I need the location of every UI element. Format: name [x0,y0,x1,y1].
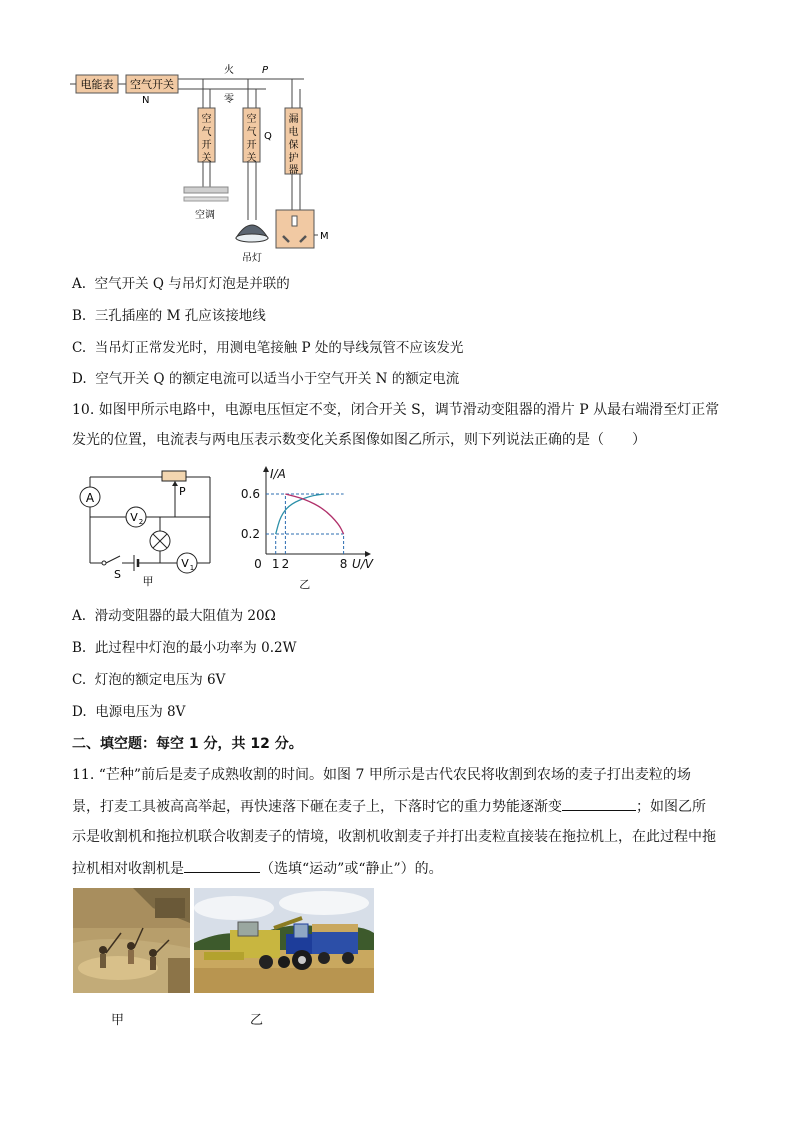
chart-caption: 乙 [299,578,311,591]
q10-line-1: 10. 如图甲所示电路中，电源电压恒定不变，闭合开关 S，调节滑动变阻器的滑片 P 从最右端滑至灯正常 [72,402,720,418]
x-tick-label: 8 [339,557,348,571]
svg-text:关: 关 [246,153,257,164]
q11-line-1: 11. “芒种”前后是麦子成熟收割的时间。如图 7 甲所示是古代农民将收割到农场的麦子打出麦粒的场 [72,767,691,783]
svg-text:空: 空 [246,114,257,125]
label-q: Q [264,131,272,142]
y-tick-label: 0.2 [240,527,260,541]
y-axis-label: I/A [270,467,286,481]
q10-option-b: B. 此过程中灯泡的最小功率为 0.2W [72,640,297,656]
x-tick-label: 0 [254,557,262,571]
svg-text:漏: 漏 [288,114,299,125]
photo-caption-a: 甲 [111,1013,125,1028]
y-tick-label: 0.6 [240,487,260,501]
lamp-label: 吊灯 [242,253,262,264]
v1-label: V [181,557,189,570]
wiring-diagram [70,60,360,270]
iu-chart [232,462,392,592]
svg-text:关: 关 [201,153,212,164]
circuit-caption: 甲 [142,575,154,588]
x-tick-label: 2 [281,557,290,571]
svg-text:1: 1 [189,564,195,572]
main-switch-label: 空气开关 [130,78,174,91]
label-fire: 火 [224,65,234,76]
series-line-1 [276,494,325,534]
ancient-threshing-painting [73,888,190,993]
svg-text:开: 开 [201,140,212,151]
svg-text:气: 气 [201,127,212,138]
svg-text:电: 电 [288,127,299,138]
svg-text:护: 护 [288,153,299,164]
svg-text:保: 保 [288,140,299,151]
q9-option-b: B. 三孔插座的 M 孔应该接地线 [72,308,266,324]
label-m: M [320,231,329,242]
ac-label: 空调 [195,210,215,221]
switch-label: S [114,568,121,581]
answer-blank-2[interactable] [184,858,260,873]
q10-option-d: D. 电源电压为 8V [72,704,186,720]
q10-option-c: C. 灯泡的额定电压为 6V [72,672,226,688]
label-p: P [262,65,269,76]
y-axis-arrow [263,466,269,472]
svg-text:器: 器 [288,165,299,176]
answer-blank-1[interactable] [562,796,636,811]
slider-label: P [179,485,186,498]
x-tick-label: 1 [271,557,280,571]
harvester-photo [194,888,374,993]
meter-label: 电能表 [80,78,114,91]
q10-option-a: A. 滑动变阻器的最大阻值为 20Ω [72,608,276,624]
q9-option-a: A. 空气开关 Q 与吊灯灯泡是并联的 [72,276,290,292]
label-zero: 零 [224,94,234,105]
q11-line-2: 景，打麦工具被高高举起，再快速落下砸在麦子上，下落时它的重力势能逐渐变 ；如图乙所 [72,796,706,817]
series-line-2 [285,494,343,534]
q11-line-4: 拉机相对收割机是 （选填“运动”或“静止”）的。 [72,858,443,879]
x-axis-label: U/V [351,557,373,571]
q9-option-d: D. 空气开关 Q 的额定电流可以适当小于空气开关 N 的额定电流 [72,371,460,387]
q9-option-c: C. 当吊灯正常发光时，用测电笔接触 P 处的导线氖管不应该发光 [72,340,464,356]
q11-line-3: 示是收割机和拖拉机联合收割麦子的情境，收割机收割麦子并打出麦粒直接装在拖拉机上，在此过程中拖 [72,829,716,845]
q10-line-2: 发光的位置，电流表与两电压表示数变化关系图像如图乙所示，则下列说法正确的是（ ） [72,432,646,448]
svg-text:空: 空 [201,114,212,125]
svg-text:2: 2 [138,518,144,526]
circuit-diagram [72,465,222,590]
section-heading: 二、填空题：每空 1 分，共 12 分。 [72,736,303,752]
svg-text:开: 开 [246,140,257,151]
svg-text:气: 气 [246,127,257,138]
ammeter-label: A [85,491,95,505]
label-n: N [142,95,150,106]
v2-label: V [130,511,138,524]
photo-caption-b: 乙 [250,1013,264,1028]
